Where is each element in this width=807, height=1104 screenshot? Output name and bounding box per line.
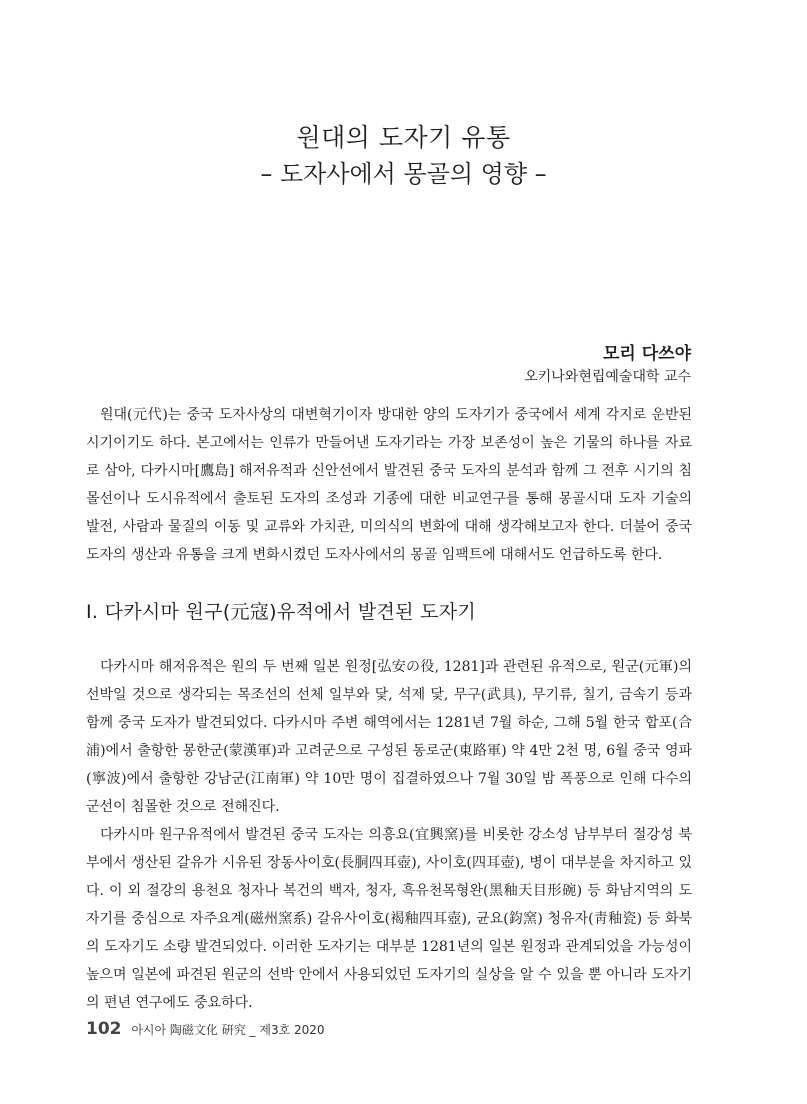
journal-info: 아시아 陶磁文化 硏究 _ 제3호 2020: [131, 1023, 325, 1037]
author-name: 모리 다쓰야: [602, 344, 691, 364]
section-heading: Ⅰ. 다카시마 원구(元寇)유적에서 발견된 도자기: [86, 601, 477, 623]
body-paragraph: 다카시마 해저유적은 원의 두 번째 일본 원정[弘安の役, 1281]과 관련된 유적으로, 원군(元軍)의 선박일 것으로 생각되는 목조선의 선체 일부와 닻, 석제 닻, 무구(武具), 무기류, 칠기, 금속기 등과 함께 중국 도자가 발견되었다. 다카시마 주변 해역에서는 1281년 7월 하순, 그해 5월 한국 합포(合浦)에서 출항한 몽한군(蒙漢軍)과 고려군으로 구성된 동로군(東路軍) 약 4만 2천 명, 6월 중국 영파(寧波)에서 출항한 강남군(江南軍) 약 10만 명이 집결하였으나 7월 30일 밤 폭풍으로 인해 다수의 군선이 침몰한 것으로 전해진다.: [86, 659, 692, 815]
section-body: [86, 653, 692, 1017]
body-paragraph: 다카시마 원구유적에서 발견된 중국 도자는 의흥요(宜興窯)를 비롯한 강소성 남부부터 절강성 북부에서 생산된 갈유가 시유된 장동사이호(長胴四耳壺), 사이호(四耳壺), 병이 대부분을 차지하고 있다. 이 외 절강의 용천요 청자나 복건의 백자, 청자, 흑유천목형완(黑釉天目形碗) 등 화남지역의 도자기를 중심으로 자주요계(磁州窯系) 갈유사이호(褐釉四耳壺), 균요(鈞窯) 청유자(靑釉瓷) 등 화북의 도자기도 소량 발견되었다. 이러한 도자기는 대부분 1281년의 일본 원정과 관계되었을 가능성이 높으며 일본에 파견된 원군의 선박 안에서 사용되었던 도자기의 실상을 알 수 있을 뿐 아니라 도자기의 편년 연구에도 중요하다.: [86, 827, 692, 1011]
page-title: 원대의 도자기 유통: [296, 123, 511, 152]
page-subtitle: – 도자사에서 몽골의 영향 –: [260, 160, 547, 188]
page-number: 102: [86, 1019, 122, 1039]
author-affiliation: 오키나와현립예술대학 교수: [524, 369, 691, 385]
page-footer: [86, 1019, 325, 1040]
abstract-paragraph: 원대(元代)는 중국 도자사상의 대변혁기이자 방대한 양의 도자기가 중국에서 세계 각지로 운반된 시기이기도 하다. 본고에서는 인류가 만들어낸 도자기라는 가장 보존성이 높은 기물의 하나를 자료로 삼아, 다카시마[鷹島] 해저유적과 신안선에서 발견된 중국 도자의 분석과 함께 그 전후 시기의 침몰선이나 도시유적에서 출토된 도자의 조성과 기종에 대한 비교연구를 통해 몽골시대 도자 기술의 발전, 사람과 물질의 이동 및 교류와 가치관, 미의식의 변화에 대해 생각해보고자 한다. 더불어 중국 도자의 생산과 유통을 크게 변화시켰던 도자사에서의 몽골 임팩트에 대해서도 언급하도록 한다.: [86, 407, 692, 563]
